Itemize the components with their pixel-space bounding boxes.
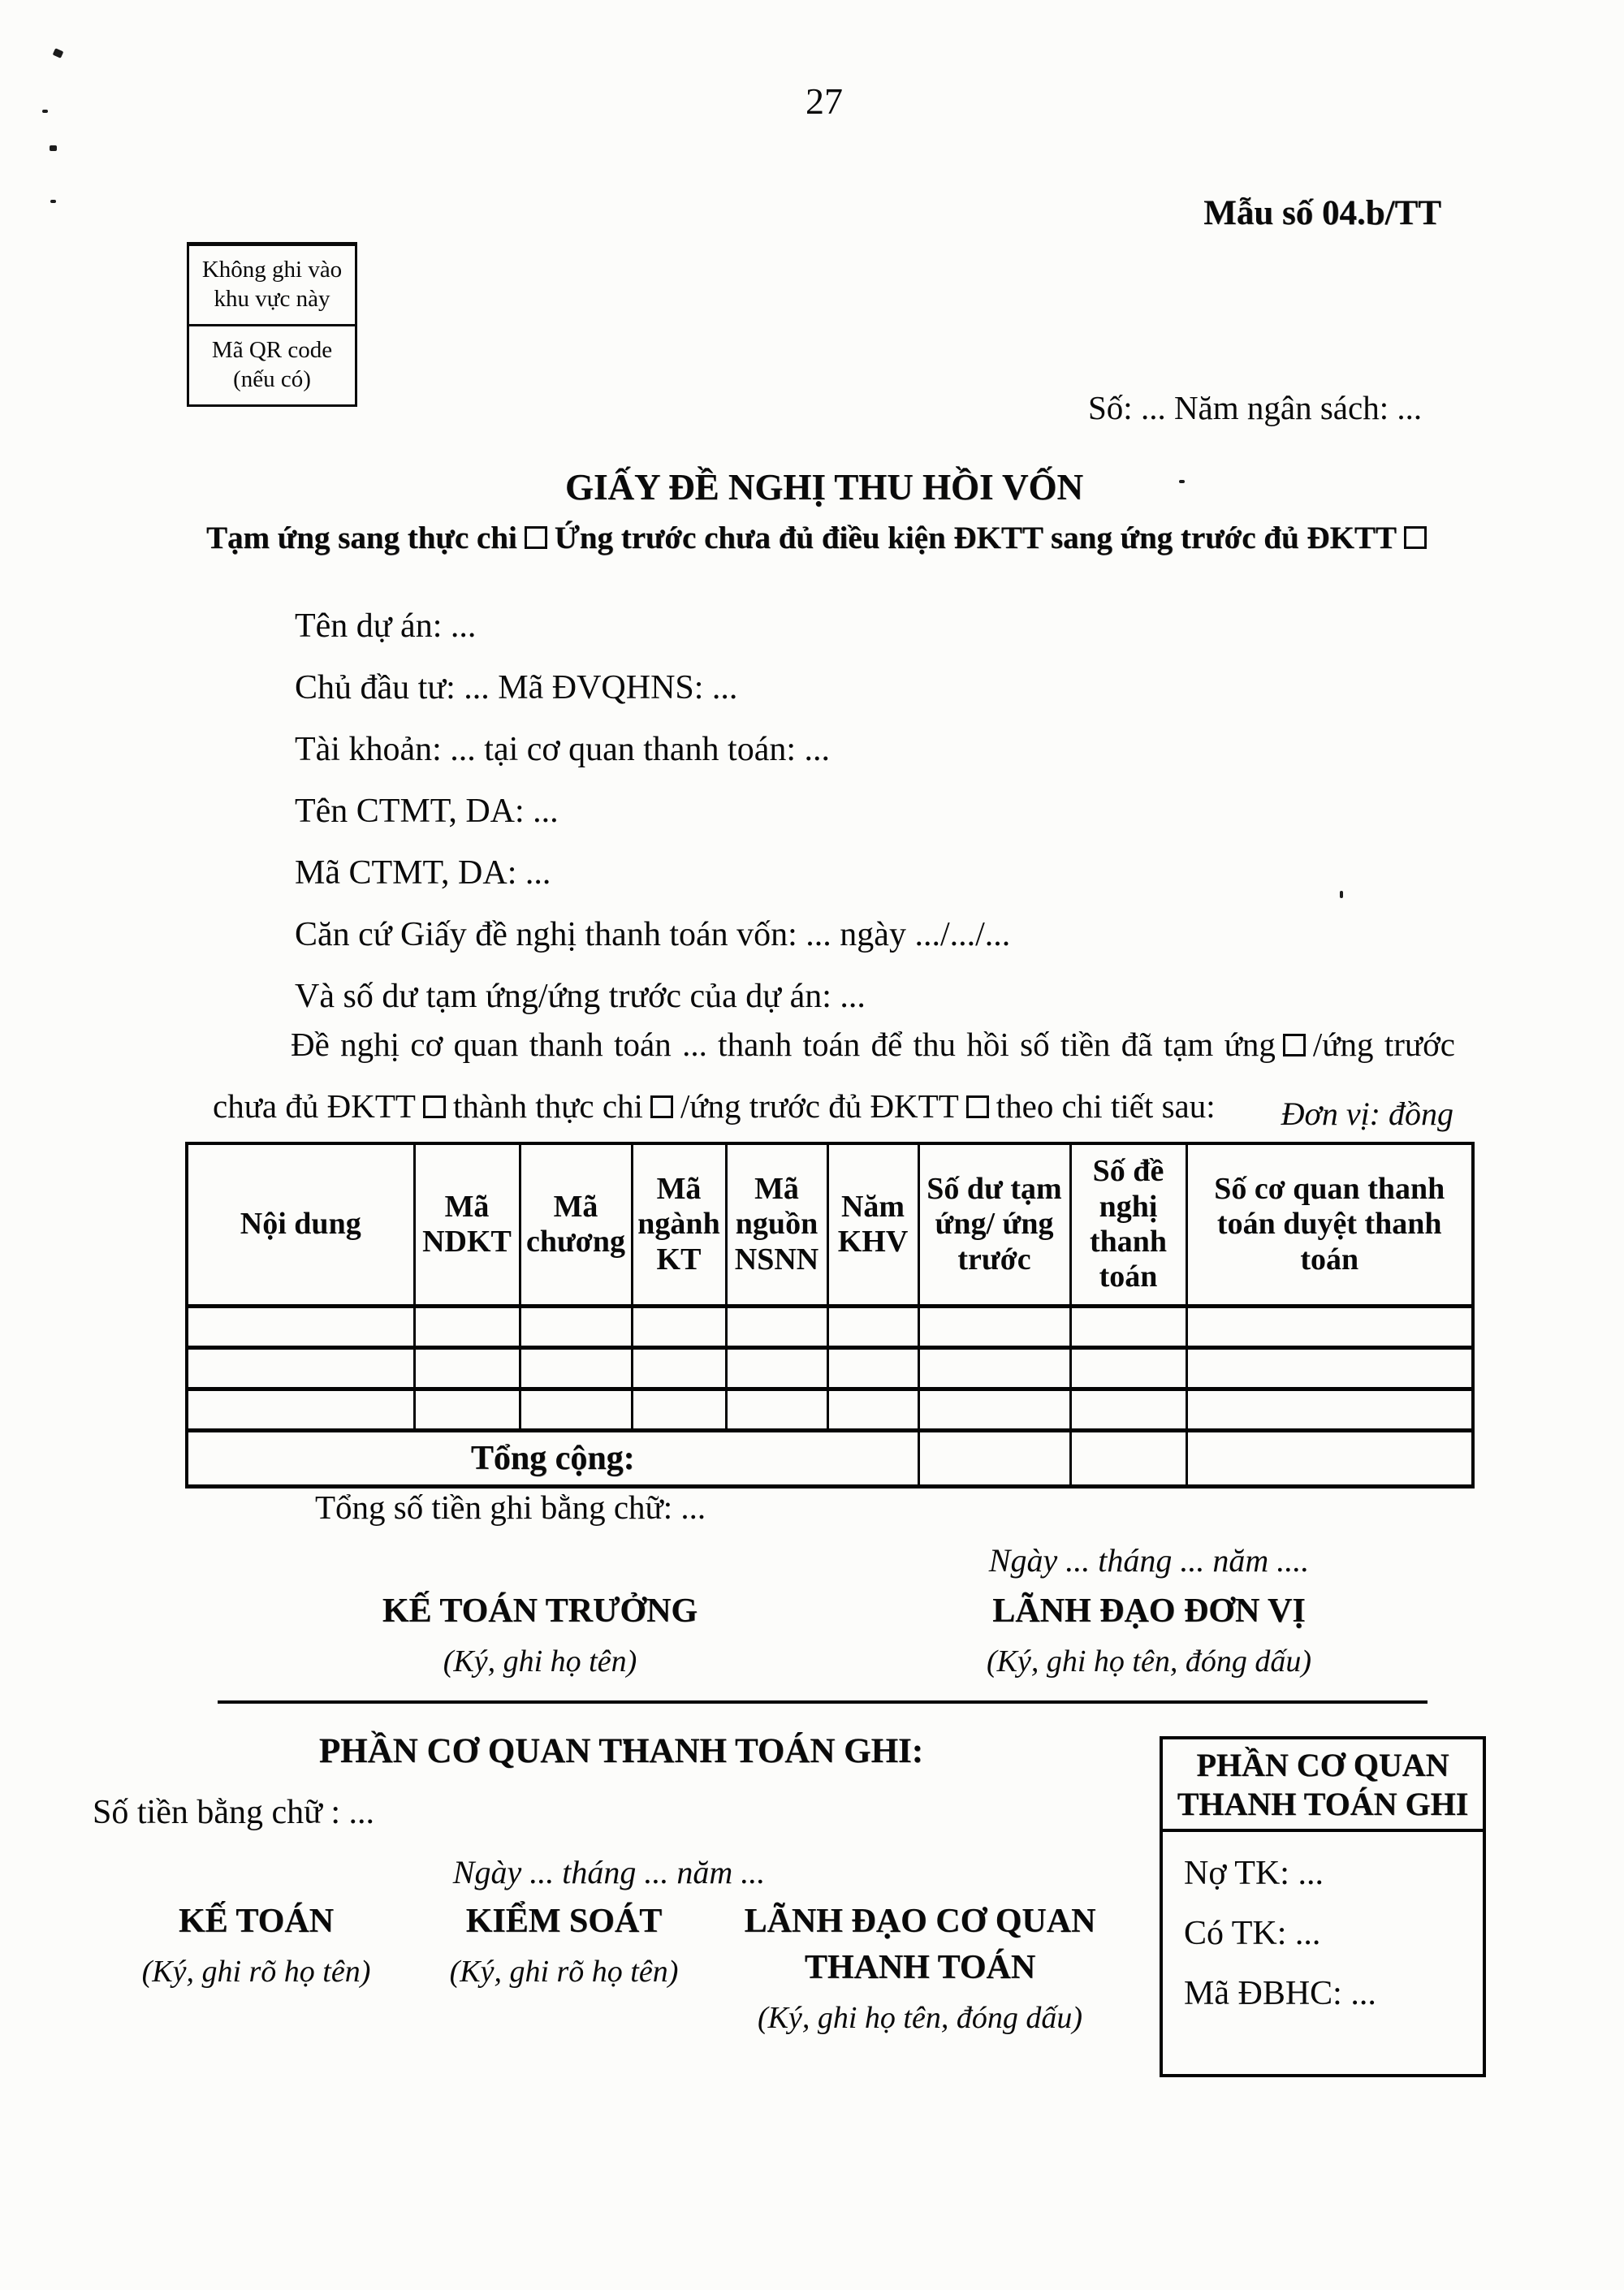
table-cell bbox=[187, 1307, 414, 1348]
table-cell bbox=[1070, 1307, 1186, 1348]
header-cell-nam-khv: Năm KHV bbox=[827, 1143, 918, 1307]
payment-signer-controller-title: KIỂM SOÁT bbox=[465, 1903, 663, 1940]
account-admin-code-line: Mã ĐBHC: ... bbox=[1184, 1975, 1376, 2012]
currency-unit-label: Đơn vị: đồng bbox=[1281, 1095, 1453, 1132]
total-label-cell: Tổng cộng: bbox=[187, 1431, 918, 1487]
table-cell bbox=[827, 1307, 918, 1348]
table-row bbox=[187, 1389, 1473, 1431]
form-title: GIẤY ĐỀ NGHỊ THU HỒI VỐN bbox=[564, 467, 1084, 508]
checkbox-ung-truoc-du-dktt[interactable] bbox=[1404, 526, 1427, 549]
table-cell bbox=[1186, 1307, 1473, 1348]
field-basis: Căn cứ Giấy đề nghị thanh toán vốn: ... ngày .../.../... bbox=[295, 916, 1011, 953]
field-program-code: Mã CTMT, DA: ... bbox=[295, 854, 551, 892]
unit-signature-date-line: Ngày ... tháng ... năm .... bbox=[988, 1542, 1310, 1579]
field-account: Tài khoản: ... tại cơ quan thanh toán: ... bbox=[295, 731, 831, 768]
page-number: 27 bbox=[806, 80, 843, 122]
account-box-body bbox=[1163, 1832, 1483, 2024]
header-cell-so-duyet: Số cơ quan thanh toán duyệt thanh toán bbox=[1186, 1143, 1473, 1307]
unit-leader-block bbox=[909, 1541, 1389, 1682]
table-empty-rows bbox=[187, 1307, 1473, 1431]
checkbox-da-tam-ung[interactable] bbox=[1283, 1034, 1306, 1056]
table-cell bbox=[726, 1389, 827, 1431]
chief-accountant-title: KẾ TOÁN TRƯỞNG bbox=[382, 1592, 698, 1630]
table-cell bbox=[1186, 1389, 1473, 1431]
subtitle-option-2: Ứng trước chưa đủ điều kiện ĐKTT sang ứng trước đủ ĐKTT bbox=[554, 521, 1397, 555]
payment-date-line: Ngày ... tháng ... năm ... bbox=[452, 1854, 766, 1890]
field-program-name: Tên CTMT, DA: ... bbox=[295, 793, 559, 830]
table-cell bbox=[187, 1348, 414, 1389]
table-cell bbox=[414, 1348, 520, 1389]
table-cell bbox=[632, 1348, 726, 1389]
table-cell bbox=[632, 1307, 726, 1348]
corner-box-qr-label: Mã QR code (nếu có) bbox=[211, 337, 333, 392]
table-cell bbox=[827, 1348, 918, 1389]
table-cell bbox=[187, 1389, 414, 1431]
payment-signer-controller bbox=[400, 1899, 728, 1992]
header-cell-ma-ndkt: Mã NDKT bbox=[414, 1143, 520, 1307]
account-debit-line: Nợ TK: ... bbox=[1184, 1855, 1324, 1892]
subtitle-option-1: Tạm ứng sang thực chi bbox=[206, 521, 517, 555]
payment-amount-in-words: Số tiền bằng chữ : ... bbox=[93, 1794, 375, 1831]
table-total-row bbox=[187, 1431, 1473, 1487]
section-divider bbox=[218, 1700, 1427, 1704]
scan-speck bbox=[42, 110, 48, 113]
form-subtitle bbox=[0, 520, 1624, 556]
request-text-4: /ứng trước đủ ĐKTT bbox=[680, 1087, 959, 1125]
field-balance: Và số dư tạm ứng/ứng trước của dự án: ... bbox=[295, 978, 866, 1015]
total-cell-so-de-nghi bbox=[1070, 1431, 1186, 1487]
table-cell bbox=[726, 1307, 827, 1348]
scan-speck bbox=[50, 200, 56, 203]
request-text-3: thành thực chi bbox=[452, 1087, 643, 1125]
table-cell bbox=[414, 1307, 520, 1348]
payment-signer-leader-note: (Ký, ghi họ tên, đóng dấu) bbox=[757, 2001, 1082, 2035]
payment-section-heading: PHẦN CƠ QUAN THANH TOÁN GHI: bbox=[318, 1732, 924, 1770]
table-cell bbox=[520, 1389, 632, 1431]
table-cell bbox=[414, 1389, 520, 1431]
table-cell bbox=[918, 1307, 1070, 1348]
recovery-detail-table bbox=[185, 1142, 1475, 1488]
checkbox-ung-truoc-du-dktt-2[interactable] bbox=[966, 1095, 989, 1118]
payment-signer-leader-title: LÃNH ĐẠO CƠ QUAN THANH TOÁN bbox=[744, 1903, 1096, 1986]
table-cell bbox=[827, 1389, 918, 1431]
table-cell bbox=[632, 1389, 726, 1431]
table-cell bbox=[918, 1389, 1070, 1431]
total-cell-so-duyet bbox=[1186, 1431, 1473, 1487]
table-cell bbox=[918, 1348, 1070, 1389]
table-cell bbox=[1070, 1389, 1186, 1431]
header-cell-so-du-tam-ung: Số dư tạm ứng/ ứng trước bbox=[918, 1143, 1070, 1307]
payment-signer-accountant-note: (Ký, ghi rõ họ tên) bbox=[141, 1955, 371, 1989]
form-fields bbox=[295, 595, 1010, 1027]
table-cell bbox=[520, 1348, 632, 1389]
account-credit-line: Có TK: ... bbox=[1184, 1915, 1321, 1952]
account-box-heading: PHẦN CƠ QUAN THANH TOÁN GHI bbox=[1163, 1739, 1483, 1832]
payment-signer-controller-note: (Ký, ghi rõ họ tên) bbox=[449, 1955, 679, 1989]
request-text-2: /ứng trước chưa đủ ĐKTT bbox=[213, 1026, 1455, 1125]
table-header-row bbox=[187, 1143, 1473, 1307]
scan-speck bbox=[53, 48, 64, 58]
document-number-line: Số: ... Năm ngân sách: ... bbox=[1088, 389, 1423, 426]
form-code: Mẫu số 04.b/TT bbox=[1203, 194, 1441, 232]
table-cell bbox=[1186, 1348, 1473, 1389]
corner-box bbox=[187, 242, 357, 407]
header-cell-so-de-nghi: Số đề nghị thanh toán bbox=[1070, 1143, 1186, 1307]
header-cell-ma-chuong: Mã chương bbox=[520, 1143, 632, 1307]
table-cell bbox=[726, 1348, 827, 1389]
field-investor: Chủ đầu tư: ... Mã ĐVQHNS: ... bbox=[295, 669, 738, 706]
request-text-1: Đề nghị cơ quan thanh toán ... thanh toán để thu hồi số tiền đã tạm ứng bbox=[291, 1026, 1276, 1063]
account-box bbox=[1160, 1736, 1486, 2077]
chief-accountant-note: (Ký, ghi họ tên) bbox=[443, 1644, 637, 1679]
chief-accountant-block bbox=[325, 1588, 755, 1682]
unit-leader-title: LÃNH ĐẠO ĐƠN VỊ bbox=[992, 1592, 1306, 1630]
payment-signer-leader bbox=[729, 1899, 1111, 2038]
corner-box-no-write-label: Không ghi vào khu vực này bbox=[189, 246, 355, 326]
checkbox-tam-ung-sang-thuc-chi[interactable] bbox=[525, 526, 547, 549]
amount-in-words: Tổng số tiền ghi bằng chữ: ... bbox=[315, 1488, 706, 1526]
table-cell bbox=[520, 1307, 632, 1348]
request-text-5: theo chi tiết sau: bbox=[996, 1087, 1216, 1125]
field-project-name: Tên dự án: ... bbox=[295, 607, 477, 645]
header-cell-ma-nganh-kt: Mã ngành KT bbox=[632, 1143, 726, 1307]
table-row bbox=[187, 1348, 1473, 1389]
table-cell bbox=[1070, 1348, 1186, 1389]
header-cell-ma-nguon-nsnn: Mã nguồn NSNN bbox=[726, 1143, 827, 1307]
unit-leader-note: (Ký, ghi họ tên, đóng dấu) bbox=[986, 1644, 1311, 1679]
payment-signer-accountant bbox=[96, 1899, 417, 1992]
scan-speck bbox=[1340, 891, 1343, 898]
header-cell-noi-dung: Nội dung bbox=[187, 1143, 414, 1307]
checkbox-ung-truoc-chua-du-dktt[interactable] bbox=[423, 1095, 446, 1118]
payment-signer-accountant-title: KẾ TOÁN bbox=[178, 1903, 334, 1940]
checkbox-thanh-thuc-chi[interactable] bbox=[650, 1095, 673, 1118]
scan-speck bbox=[50, 145, 57, 151]
total-cell-so-du bbox=[918, 1431, 1070, 1487]
table-row bbox=[187, 1307, 1473, 1348]
